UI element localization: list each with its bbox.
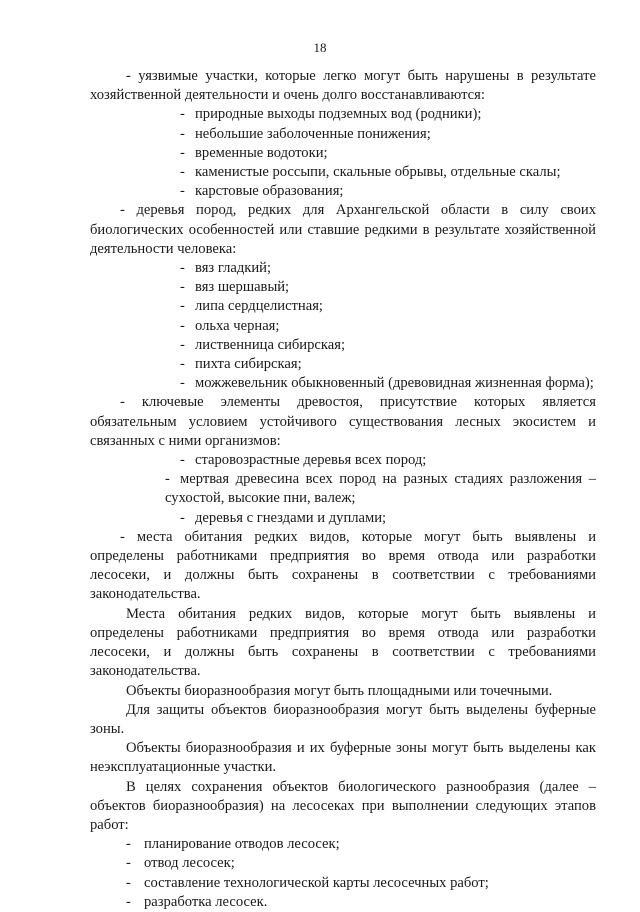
list-item: - ольха черная; <box>180 317 280 334</box>
list-item: - вяз гладкий; <box>180 260 272 277</box>
list-item: - каменистые россыпи, скальные обрывы, отдельные скалы; <box>180 164 561 181</box>
list-item: - лиственница сибирская; <box>180 336 346 353</box>
vulnerable-list <box>90 105 596 201</box>
list-item: - составление технологической карты лесосечных работ; <box>126 874 489 891</box>
list-item: - старовозрастные деревья всех пород; <box>180 452 427 469</box>
stages-list <box>90 835 596 912</box>
list-item: - небольшие заболоченные понижения; <box>180 125 431 142</box>
list-item: - отвод лесосек; <box>126 855 235 872</box>
list-item: - деревья с гнездами и дуплами; <box>180 509 387 526</box>
list-item: - карстовые образования; <box>180 183 344 200</box>
vulnerable-intro: - уязвимые участки, которые легко могут быть нарушены в результате хозяйственной деятельности и очень долго восстанавливаются: <box>90 68 596 104</box>
page-number: 18 <box>313 40 327 55</box>
document-body <box>90 67 596 912</box>
trees-list <box>90 259 596 393</box>
key-elements-list <box>90 451 596 528</box>
list-item: - планирование отводов лесосек; <box>126 836 340 853</box>
habitats-bullet: - места обитания редких видов, которые могут быть выявлены и определены работниками предприятия во время отвода или разработки лесосеки, и должны быть сохранены в соответствии с требованиями законодательства. <box>90 528 596 603</box>
paragraph-buffer-zones: Для защиты объектов биоразнообразия могут быть выделены буферные зоны. <box>90 701 596 737</box>
list-item: - можжевельник обыкновенный (древовидная жизненная форма); <box>180 375 594 392</box>
paragraph-non-exploitation: Объекты биоразнообразия и их буферные зоны могут быть выделены как неэксплуатационные участки. <box>90 740 596 776</box>
trees-intro: - деревья пород, редких для Архангельской области в силу своих биологических особенностей или ставшие редкими в результате хозяйственной деятельности человека: <box>90 202 596 257</box>
paragraph-objects-types: Объекты биоразнообразия могут быть площадными или точечными. <box>126 682 553 699</box>
paragraph-habitats: Места обитания редких видов, которые могут быть выявлены и определены работниками предприятия во время отвода или разработки лесосеки, и должны быть сохранены в соответствии с требованиями законодательства. <box>90 605 596 680</box>
list-item: - природные выходы подземных вод (родники); <box>180 106 482 123</box>
paragraph-preservation-stages: В целях сохранения объектов биологического разнообразия (далее – объектов биоразнообразия) на лесосеках при выполнении следующих этапов работ: <box>90 778 596 833</box>
list-item: - пихта сибирская; <box>180 356 302 373</box>
list-item: - разработка лесосек. <box>126 893 268 910</box>
list-item: - вяз шершавый; <box>180 279 290 296</box>
key-elements-intro: - ключевые элементы древостоя, присутствие которых является обязательным условием устойчивого существования лесных экосистем и связанных с ними организмов: <box>90 394 596 449</box>
list-item: - временные водотоки; <box>180 144 328 161</box>
list-item: - липа сердцелистная; <box>180 298 323 315</box>
list-item: - мертвая древесина всех пород на разных стадиях разложения – сухостой, высокие пни, валеж; <box>165 471 596 507</box>
